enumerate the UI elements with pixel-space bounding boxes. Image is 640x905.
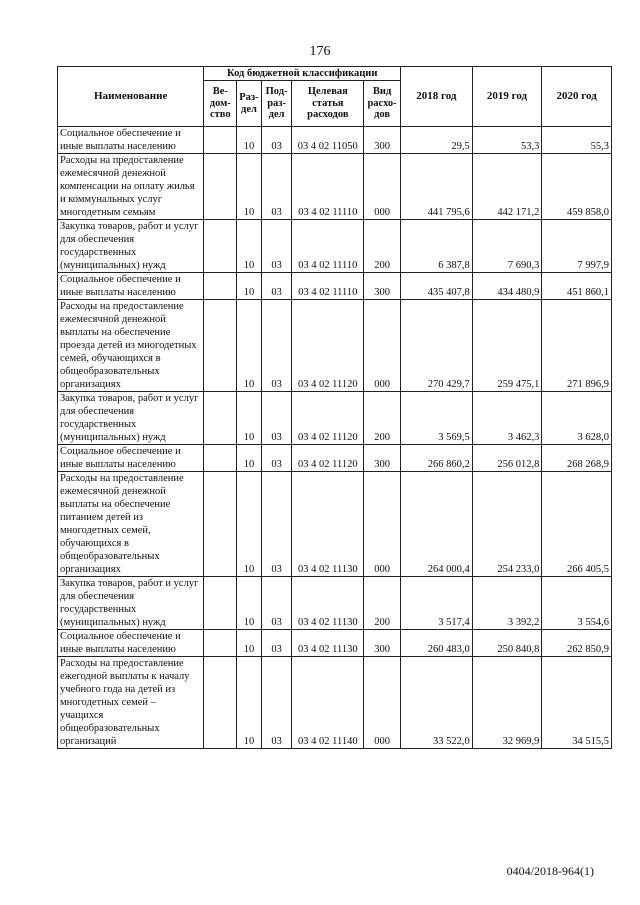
row-podrazdel: 03 bbox=[261, 577, 292, 630]
row-value-2019: 32 969,9 bbox=[472, 657, 542, 749]
row-vedomstvo bbox=[204, 154, 237, 220]
table-row bbox=[58, 472, 612, 577]
row-value-2018: 264 000,4 bbox=[401, 472, 473, 577]
row-value-2019: 7 690,3 bbox=[472, 220, 542, 273]
row-value-2020: 3 628,0 bbox=[542, 392, 612, 445]
row-value-2020: 7 997,9 bbox=[542, 220, 612, 273]
table-row bbox=[58, 577, 612, 630]
row-razdel: 10 bbox=[237, 273, 262, 300]
row-vedomstvo bbox=[204, 630, 237, 657]
row-vid: 200 bbox=[364, 220, 401, 273]
row-value-2019: 256 012,8 bbox=[472, 445, 542, 472]
row-vid: 200 bbox=[364, 577, 401, 630]
row-vid: 000 bbox=[364, 300, 401, 392]
header-2018: 2018 год bbox=[401, 67, 473, 127]
row-vid: 000 bbox=[364, 154, 401, 220]
row-vedomstvo bbox=[204, 392, 237, 445]
header-celevaya: Целевая статья расходов bbox=[292, 81, 364, 127]
header-name: Наименование bbox=[58, 67, 204, 127]
row-value-2018: 260 483,0 bbox=[401, 630, 473, 657]
table-row bbox=[58, 154, 612, 220]
row-name: Расходы на предоставление ежемесячной денежной выплаты на обеспечение питанием детей из многодетных семей, обучающихся в общеобразовательных организациях bbox=[58, 472, 204, 577]
row-vid: 000 bbox=[364, 472, 401, 577]
row-vid: 300 bbox=[364, 273, 401, 300]
table-row bbox=[58, 657, 612, 749]
row-razdel: 10 bbox=[237, 472, 262, 577]
row-vedomstvo bbox=[204, 577, 237, 630]
row-podrazdel: 03 bbox=[261, 127, 292, 154]
header-2019: 2019 год bbox=[472, 67, 542, 127]
row-value-2020: 34 515,5 bbox=[542, 657, 612, 749]
row-celevaya: 03 4 02 11050 bbox=[292, 127, 364, 154]
header-vid: Вид расхо-дов bbox=[364, 81, 401, 127]
row-razdel: 10 bbox=[237, 127, 262, 154]
row-celevaya: 03 4 02 11120 bbox=[292, 300, 364, 392]
row-vedomstvo bbox=[204, 273, 237, 300]
table-row bbox=[58, 445, 612, 472]
row-celevaya: 03 4 02 11110 bbox=[292, 154, 364, 220]
row-vid: 000 bbox=[364, 657, 401, 749]
row-value-2019: 3 462,3 bbox=[472, 392, 542, 445]
row-vedomstvo bbox=[204, 657, 237, 749]
row-value-2020: 266 405,5 bbox=[542, 472, 612, 577]
row-vedomstvo bbox=[204, 300, 237, 392]
row-value-2019: 53,3 bbox=[472, 127, 542, 154]
row-value-2018: 3 517,4 bbox=[401, 577, 473, 630]
header-vedomstvo: Ве-дом-ство bbox=[204, 81, 237, 127]
row-value-2020: 3 554,6 bbox=[542, 577, 612, 630]
row-name: Социальное обеспечение и иные выплаты населению bbox=[58, 630, 204, 657]
row-value-2020: 268 268,9 bbox=[542, 445, 612, 472]
row-podrazdel: 03 bbox=[261, 472, 292, 577]
row-name: Расходы на предоставление ежемесячной денежной компенсации на оплату жилья и коммунальных услуг многодетным семьям bbox=[58, 154, 204, 220]
row-vid: 300 bbox=[364, 127, 401, 154]
row-razdel: 10 bbox=[237, 392, 262, 445]
row-value-2018: 6 387,8 bbox=[401, 220, 473, 273]
row-value-2018: 435 407,8 bbox=[401, 273, 473, 300]
row-vid: 200 bbox=[364, 392, 401, 445]
row-value-2018: 270 429,7 bbox=[401, 300, 473, 392]
row-razdel: 10 bbox=[237, 577, 262, 630]
row-value-2019: 259 475,1 bbox=[472, 300, 542, 392]
row-podrazdel: 03 bbox=[261, 154, 292, 220]
row-razdel: 10 bbox=[237, 657, 262, 749]
row-podrazdel: 03 bbox=[261, 300, 292, 392]
row-vedomstvo bbox=[204, 127, 237, 154]
row-name: Закупка товаров, работ и услуг для обеспечения государственных (муниципальных) нужд bbox=[58, 220, 204, 273]
row-podrazdel: 03 bbox=[261, 220, 292, 273]
row-value-2019: 442 171,2 bbox=[472, 154, 542, 220]
row-name: Закупка товаров, работ и услуг для обеспечения государственных (муниципальных) нужд bbox=[58, 392, 204, 445]
row-vid: 300 bbox=[364, 445, 401, 472]
row-value-2020: 451 860,1 bbox=[542, 273, 612, 300]
row-razdel: 10 bbox=[237, 154, 262, 220]
row-vid: 300 bbox=[364, 630, 401, 657]
header-2020: 2020 год bbox=[542, 67, 612, 127]
table-row bbox=[58, 220, 612, 273]
row-value-2018: 33 522,0 bbox=[401, 657, 473, 749]
row-name: Закупка товаров, работ и услуг для обеспечения государственных (муниципальных) нужд bbox=[58, 577, 204, 630]
row-value-2018: 29,5 bbox=[401, 127, 473, 154]
row-celevaya: 03 4 02 11140 bbox=[292, 657, 364, 749]
row-podrazdel: 03 bbox=[261, 273, 292, 300]
row-celevaya: 03 4 02 11130 bbox=[292, 630, 364, 657]
table-row bbox=[58, 273, 612, 300]
row-value-2020: 459 858,0 bbox=[542, 154, 612, 220]
row-value-2020: 262 850,9 bbox=[542, 630, 612, 657]
table-row bbox=[58, 300, 612, 392]
row-name: Расходы на предоставление ежемесячной денежной выплаты на обеспечение проезда детей из многодетных семей, обучающихся в общеобразовательных организациях bbox=[58, 300, 204, 392]
row-value-2018: 3 569,5 bbox=[401, 392, 473, 445]
row-name: Социальное обеспечение и иные выплаты населению bbox=[58, 127, 204, 154]
row-value-2018: 441 795,6 bbox=[401, 154, 473, 220]
row-celevaya: 03 4 02 11130 bbox=[292, 577, 364, 630]
row-name: Социальное обеспечение и иные выплаты населению bbox=[58, 273, 204, 300]
row-value-2018: 266 860,2 bbox=[401, 445, 473, 472]
row-podrazdel: 03 bbox=[261, 630, 292, 657]
row-razdel: 10 bbox=[237, 445, 262, 472]
table-row bbox=[58, 630, 612, 657]
row-podrazdel: 03 bbox=[261, 657, 292, 749]
row-value-2019: 254 233,0 bbox=[472, 472, 542, 577]
header-budget-code: Код бюджетной классификации bbox=[204, 67, 401, 81]
row-podrazdel: 03 bbox=[261, 392, 292, 445]
row-podrazdel: 03 bbox=[261, 445, 292, 472]
row-value-2019: 3 392,2 bbox=[472, 577, 542, 630]
row-razdel: 10 bbox=[237, 220, 262, 273]
header-razdel: Раз-дел bbox=[237, 81, 262, 127]
document-code: 0404/2018-964(1) bbox=[506, 864, 594, 878]
row-celevaya: 03 4 02 11120 bbox=[292, 392, 364, 445]
row-name: Социальное обеспечение и иные выплаты населению bbox=[58, 445, 204, 472]
row-vedomstvo bbox=[204, 472, 237, 577]
row-celevaya: 03 4 02 11130 bbox=[292, 472, 364, 577]
row-vedomstvo bbox=[204, 445, 237, 472]
row-celevaya: 03 4 02 11110 bbox=[292, 273, 364, 300]
row-celevaya: 03 4 02 11110 bbox=[292, 220, 364, 273]
row-value-2020: 271 896,9 bbox=[542, 300, 612, 392]
row-value-2020: 55,3 bbox=[542, 127, 612, 154]
row-name: Расходы на предоставление ежегодной выплаты к началу учебного года на детей из многодетных семей – учащихся общеобразовательных организаций bbox=[58, 657, 204, 749]
page-number: 176 bbox=[309, 44, 331, 59]
table-row bbox=[58, 127, 612, 154]
row-razdel: 10 bbox=[237, 630, 262, 657]
row-celevaya: 03 4 02 11120 bbox=[292, 445, 364, 472]
header-podrazdel: Под-раз-дел bbox=[261, 81, 292, 127]
row-vedomstvo bbox=[204, 220, 237, 273]
budget-table bbox=[57, 66, 612, 749]
table-row bbox=[58, 392, 612, 445]
row-razdel: 10 bbox=[237, 300, 262, 392]
row-value-2019: 250 840,8 bbox=[472, 630, 542, 657]
row-value-2019: 434 480,9 bbox=[472, 273, 542, 300]
